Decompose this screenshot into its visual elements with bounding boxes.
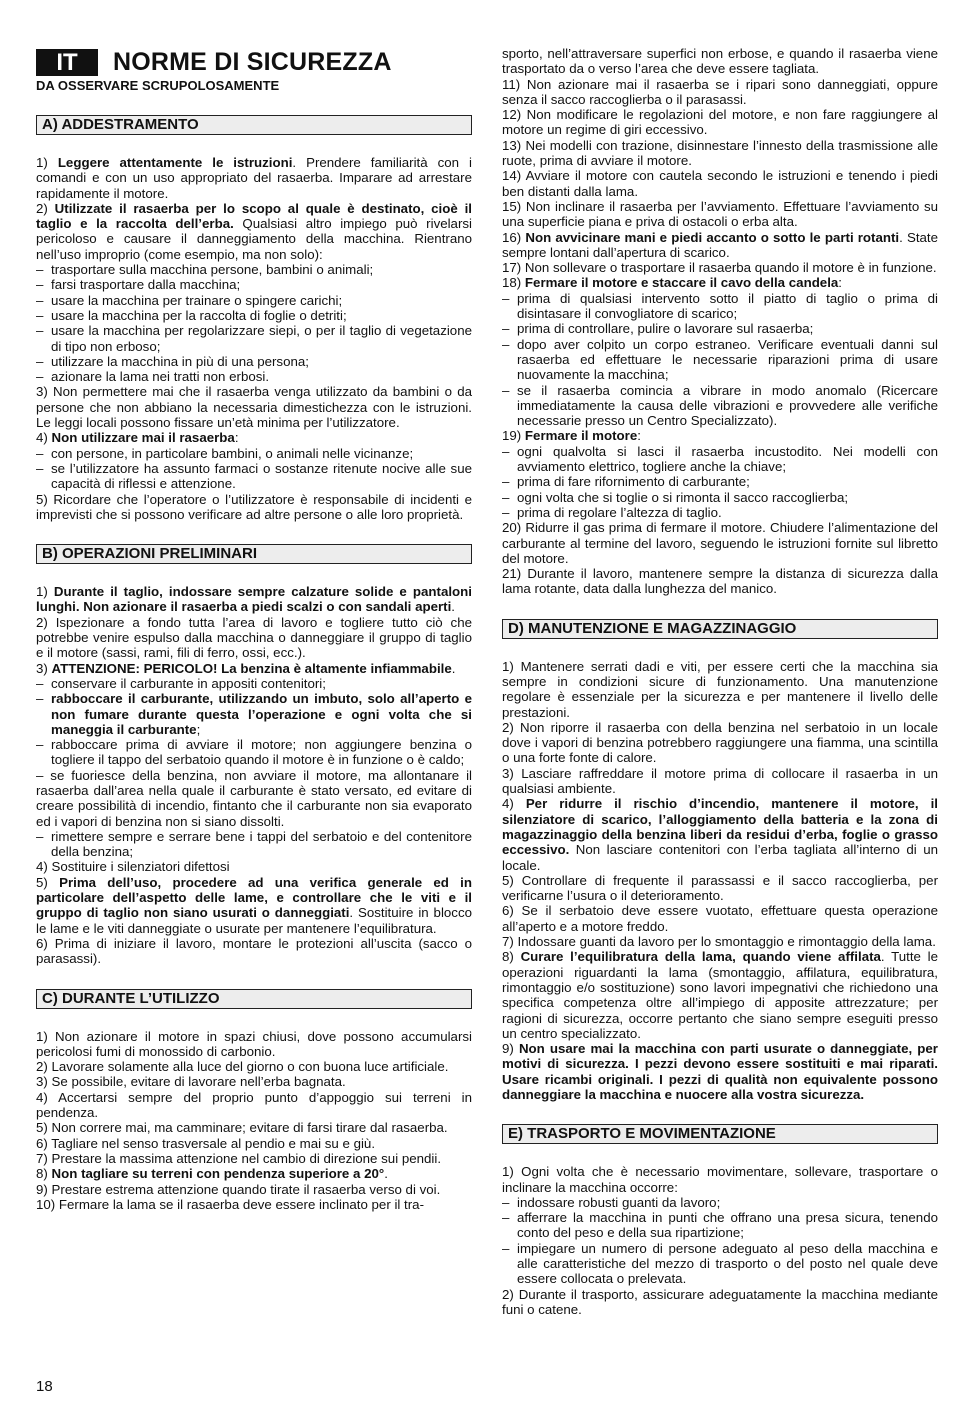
text-run: usare la macchina per la raccolta di foglie o detriti; — [51, 307, 347, 323]
header — [36, 38, 472, 80]
bullet-item — [36, 676, 472, 691]
text-run: 7) Indossare guanti da lavoro per lo smontaggio e rimontaggio della lama. — [502, 934, 936, 950]
paragraph — [502, 934, 938, 949]
text-run: dopo aver colpito un corpo estraneo. Verificare eventuali danni sul rasaerba ed effettuare le necessarie riparazioni prima di usare nuovamente la macchina; — [517, 336, 938, 383]
bold-text: Fermare il motore e staccare il cavo della candela — [524, 275, 839, 291]
text-run: impiegare un numero di persone adeguato al peso della macchina e alle caratteristiche del mezzo di trasporto o del posto nel quale deve essere collocata o prelevata. — [517, 1240, 938, 1287]
text-run: 3) Lasciare raffreddare il motore prima di collocare il rasaerba in un qualsiasi ambiente. — [502, 765, 938, 797]
text-run: 5) Non correre mai, ma camminare; evitare di farsi tirare dal rasaerba. — [36, 1120, 448, 1136]
bold-text: ATTENZIONE: PERICOLO! La benzina è altamente infiammabile — [51, 660, 452, 676]
paragraph — [36, 1182, 472, 1197]
text-run: usare la macchina per trainare o spingere carichi; — [51, 292, 343, 308]
paragraph — [502, 796, 938, 872]
text-run: 20) Ridurre il gas prima di fermare il motore. Chiudere l’alimentazione del carburante al termine del lavoro, seguendo le istruzioni fornite sul libretto del motore. — [502, 520, 938, 566]
bullet-item — [502, 291, 938, 322]
text-run: : — [838, 275, 842, 291]
section-b-body — [36, 584, 472, 966]
bullet-item — [502, 337, 938, 383]
paragraph — [36, 1151, 472, 1166]
text-run: usare la macchina per regolarizzare siepi, o per il taglio di vegetazione di tipo non erboso; — [51, 323, 472, 354]
paragraph — [502, 1287, 938, 1318]
text-run: 1) Mantenere serrati dadi e viti, per essere certi che la macchina sia sempre in condizioni sicure di funzionamento. Una manutenzione regolare è essenziale per la sicurezza e per mantenere il livello delle prestazioni. — [502, 658, 938, 720]
paragraph — [36, 1029, 472, 1060]
paragraph — [502, 46, 938, 77]
paragraph — [502, 428, 938, 443]
text-run: prima di fare rifornimento di carburante; — [517, 474, 750, 490]
bullet-item — [502, 505, 938, 520]
paragraph — [502, 168, 938, 199]
text-run: 6) Prima di iniziare il lavoro, montare le protezioni all’uscita (sacco o parasassi). — [36, 935, 472, 967]
bullet-item — [36, 323, 472, 354]
bullet-item — [502, 1195, 938, 1210]
paragraph — [502, 566, 938, 597]
bullet-item — [502, 321, 938, 336]
paragraph — [502, 949, 938, 1041]
paragraph — [502, 873, 938, 904]
paragraph — [502, 138, 938, 169]
paragraph — [502, 77, 938, 108]
bold-text: Leggere attentamente le istruzioni — [57, 155, 293, 170]
right-column — [502, 46, 938, 1317]
text-run: ogni qualvolta si lasci il rasaerba incustodito. Nei modelli con avviamento elettrico, togliere anche la chiave; — [517, 443, 938, 475]
text-run: 5) Controllare di frequente il parassassi e il sacco raccoglierba, per verificarne l’usura o il deterioramento. — [502, 872, 938, 904]
text-run: 8) — [502, 949, 521, 965]
text-run: trasportare sulla macchina persone, bambini o animali; — [51, 262, 374, 278]
text-run: 5) — [36, 874, 60, 890]
text-run: 9) Prestare estrema attenzione quando tirate il rasaerba verso di voi. — [36, 1181, 441, 1197]
text-run: . Tutte le operazioni riguardanti la lama (smontaggio, affilatura, equilibratura, rimontaggio e/o sostituzione) sono lavori impegnativi che richiedono una specifica competenza oltre all’impiego di apposite attrezzature; per ragioni di sicurezza, occorre pertanto che siano sempre eseguiti presso un centro specializzato. — [502, 949, 938, 1041]
text-run: – se fuoriesce della benzina, non avviare il motore, ma allontanare il rasaerba dall’area nella quale il carburante è stato versato, ed evitare di creare possibilità di incendio, fintanto che il carburante non sia evaporato ed i vapori di benzina non si siano dissolti. — [36, 767, 472, 829]
paragraph — [36, 492, 472, 523]
text-run: 13) Nei modelli con trazione, disinnestare l’innesto della trasmissione alle ruote, prima di avviare il motore. — [502, 137, 938, 169]
paragraph — [502, 720, 938, 766]
paragraph — [36, 768, 472, 829]
text-run: 6) Tagliare nel senso trasversale al pendio e mai su e giù. — [36, 1135, 376, 1151]
text-run: : — [234, 430, 239, 446]
text-run: 1) Ogni volta che è necessario movimentare, sollevare, trasportare o inclinare la macchina occorre: — [502, 1164, 938, 1195]
text-run: 7) Prestare la massima attenzione nel cambio di direzione sui pendii. — [36, 1150, 442, 1166]
text-run: rabboccare prima di avviare il motore; non aggiungere benzina o togliere il tappo del serbatoio quando il motore è in funzione o è caldo; — [51, 737, 472, 768]
text-run: 14) Avviare il motore con cautela secondo le istruzioni e tenendo i piedi ben distanti dalla lama. — [502, 168, 938, 199]
text-run: 21) Durante il lavoro, mantenere sempre la distanza di sicurezza dalla lama rotante, data dalla lunghezza del manico. — [502, 566, 938, 597]
bullet-item — [36, 691, 472, 737]
bullet-item — [502, 474, 938, 489]
page-subtitle: DA OSSERVARE SCRUPOLOSAMENTE — [36, 78, 280, 93]
text-run: 10) Fermare la lama se il rasaerba deve essere inclinato per il tra- — [36, 1196, 424, 1212]
paragraph — [36, 201, 472, 262]
paragraph — [502, 520, 938, 566]
text-run: 9) — [502, 1041, 519, 1057]
text-run: se il rasaerba comincia a vibrare in modo anomalo (Ricercare immediatamente la causa delle vibrazioni e provvedere alle verifiche necessarie presso un Centro Specializzato). — [517, 382, 938, 429]
text-run: prima di regolare l’altezza di taglio. — [517, 504, 722, 520]
text-run: 16) — [502, 229, 526, 245]
text-run: afferrare la macchina in punti che offrano una presa sicura, tenendo conto del peso e della sua ripartizione; — [517, 1210, 938, 1241]
paragraph — [36, 1166, 472, 1181]
text-run: 19) — [502, 428, 525, 444]
paragraph — [502, 766, 938, 797]
text-run: 1) Non azionare il motore in spazi chiusi, dove possono accumularsi pericolosi fumi di monossido di carbonio. — [36, 1028, 472, 1059]
bold-text: Curare l’equilibratura della lama, quando viene affilata — [520, 949, 881, 965]
bullet-item — [502, 490, 938, 505]
text-run: 15) Non inclinare il rasaerba per l’avviamento. Effettuare l’avviamento su una superficie piana e priva di ostacoli o erba alta. — [502, 198, 938, 230]
section-d-heading: D) MANUTENZIONE E MAGAZZINAGGIO — [502, 619, 938, 639]
bullet-item — [36, 737, 472, 768]
bullet-item — [36, 369, 472, 384]
bold-text: Non usare mai la macchina con parti usurate o danneggiate, per motivi di sicurezza. I pezzi devono essere sostituiti e mai riparati. Usare ricambi originali. I pezzi di qualità non equivalente possono danneggiare la macchina e nuocere alla vostra sicurezza. — [502, 1041, 938, 1102]
bullet-item — [502, 1241, 938, 1287]
language-badge: IT — [36, 49, 98, 76]
paragraph — [36, 1074, 472, 1089]
text-run: 2) Ispezionare a fondo tutta l’area di lavoro e togliere tutto ciò che potrebbe venire espulso dalla macchina o danneggiare il gruppo di taglio e il motore (sassi, rami, fili di ferro, ossi, ecc.). — [36, 614, 472, 661]
bullet-item — [502, 444, 938, 475]
text-run: . State sempre lontani dall’apertura di scarico. — [502, 229, 939, 260]
text-run: 17) Non sollevare o trasportare il rasaerba quando il motore è in funzione. — [502, 260, 937, 276]
bullet-item — [36, 829, 472, 860]
text-run: con persone, in particolare bambini, o animali nelle vicinanze; — [51, 445, 414, 461]
page-number: 18 — [36, 1378, 53, 1395]
bullet-item — [36, 446, 472, 461]
paragraph — [502, 659, 938, 720]
bullet-item — [36, 308, 472, 323]
page-title: NORME DI SICUREZZA — [113, 48, 392, 76]
paragraph — [36, 859, 472, 874]
text-run: rimettere sempre e serrare bene i tappi del serbatoio e del contenitore della benzina; — [51, 828, 472, 860]
paragraph — [36, 615, 472, 661]
paragraph — [36, 584, 472, 615]
text-run: 8) — [36, 1166, 52, 1182]
bold-text: Non avvicinare mani e piedi accanto o sotto le parti rotanti — [525, 229, 900, 245]
text-run: 4) Accertarsi sempre del proprio punto d’appoggio sui terreni in pendenza. — [36, 1089, 472, 1121]
bullet-item — [36, 293, 472, 308]
bullet-item — [36, 354, 472, 369]
left-column — [36, 38, 472, 1212]
bold-text: Non utilizzare mai il rasaerba — [51, 430, 235, 446]
text-run: farsi trasportare dalla macchina; — [51, 277, 241, 293]
section-c-continued — [502, 46, 938, 597]
text-run: 2) Durante il trasporto, assicurare adeguatamente la macchina mediante funi o catene. — [502, 1286, 938, 1317]
text-run: 1) — [36, 584, 54, 600]
text-run: 3) Se possibile, evitare di lavorare nell’erba bagnata. — [36, 1074, 346, 1090]
text-run: 4) Sostituire i silenziatori difettosi — [36, 859, 230, 875]
bullet-item — [502, 383, 938, 429]
text-run: 2) Lavorare solamente alla luce del giorno o con buona luce artificiale. — [36, 1059, 449, 1075]
text-run: prima di controllare, pulire o lavorare sul rasaerba; — [517, 321, 814, 337]
bullet-item — [36, 277, 472, 292]
bold-text: Non tagliare su terreni con pendenza superiore a 20° — [51, 1166, 385, 1182]
paragraph — [36, 1197, 472, 1212]
text-run: Qualsiasi altro impiego può rivelarsi pericoloso e causare il danneggiamento della macchina. Rientrano nell’uso improprio (come esempio, ma non solo): — [36, 216, 472, 262]
text-run: Non lasciare contenitori con l’erba tagliata all’interno di un locale. — [502, 842, 938, 873]
section-e-body — [502, 1164, 938, 1317]
paragraph — [36, 1090, 472, 1121]
paragraph — [36, 875, 472, 936]
paragraph — [36, 155, 472, 201]
text-run: utilizzare la macchina in più di una persona; — [51, 353, 309, 369]
text-run: . — [384, 1166, 388, 1182]
paragraph — [502, 199, 938, 230]
text-run: 2) Non riporre il rasaerba con della benzina nel serbatoio in un locale dove i vapori di benzina potrebbero raggiungere una fiamma, una scintilla o una forte fonte di calore. — [502, 719, 938, 766]
bullet-item — [36, 461, 472, 492]
text-run: ogni volta che si toglie o si rimonta il sacco raccoglierba; — [517, 489, 849, 505]
text-run: 6) Se il serbatoio deve essere vuotato, effettuare questa operazione all’aperto e a motore freddo. — [502, 903, 938, 934]
text-run: indossare robusti guanti da lavoro; — [517, 1194, 721, 1210]
section-b-heading: B) OPERAZIONI PRELIMINARI — [36, 544, 472, 564]
text-run: se l’utilizzatore ha assunto farmaci o sostanze ritenute nocive alle sue capacità di riflessi e attenzione. — [51, 460, 472, 492]
text-run: : — [637, 428, 641, 444]
paragraph — [502, 230, 938, 261]
section-a-heading: A) ADDESTRAMENTO — [36, 115, 472, 135]
text-run: prima di qualsiasi intervento sotto il piatto di taglio o prima di disintasare il convogliatore di scarico; — [517, 290, 938, 322]
paragraph — [502, 1041, 938, 1102]
paragraph — [36, 1120, 472, 1135]
text-run: 4) — [36, 430, 52, 446]
paragraph — [36, 430, 472, 445]
text-run: . — [451, 660, 456, 676]
section-d-body — [502, 659, 938, 1103]
text-run: . Prendere familiarità con i comandi e con un uso appropriato del rasaerba. Imparare ad arrestare rapidamente il motore. — [36, 155, 472, 201]
bold-text: Durante il taglio, indossare sempre calzature solide e pantaloni lunghi. Non azionare il rasaerba a piedi scalzi o con sandali aperti — [36, 584, 472, 615]
paragraph — [36, 661, 472, 676]
text-run: 11) Non azionare mai il rasaerba se i ripari sono danneggiati, oppure senza il sacco raccoglierba o il parasassi. — [502, 76, 938, 107]
text-run: conservare il carburante in appositi contenitori; — [51, 675, 326, 691]
paragraph — [36, 384, 472, 430]
text-run: 4) — [502, 796, 526, 812]
bold-text: Fermare il motore — [524, 428, 638, 444]
text-run: 5) Ricordare che l’operatore o l’utilizzatore è responsabile di incidenti e imprevisti che si possono verificare ad altre persone o alle loro proprietà. — [36, 491, 472, 522]
text-run: ; — [196, 721, 201, 737]
bold-text: Utilizzate il rasaerba per lo scopo al quale è destinato, cioè il taglio e la raccolta dell’erba. — [36, 200, 472, 232]
bold-text: rabboccare il carburante, utilizzando un imbuto, solo all’aperto e non fumare durante questa l’operazione e ogni volta che si maneggia il carburante — [51, 691, 472, 737]
text-run: 2) — [36, 200, 55, 216]
text-run: 3) — [36, 660, 52, 676]
text-run: 3) Non permettere mai che il rasaerba venga utilizzato da bambini o da persone che non abbiano la necessaria dimestichezza con le istruzioni. Le leggi locali possono fissare un’età minima per l’utilizzatore. — [36, 384, 472, 431]
text-run: . Sostituire in blocco le lame e le viti danneggiate o usurate per mantenere l’equilibratura. — [36, 905, 472, 936]
paragraph — [502, 275, 938, 290]
section-c-heading: C) DURANTE L’UTILIZZO — [36, 989, 472, 1009]
section-c-body — [36, 1029, 472, 1213]
paragraph — [502, 107, 938, 138]
bold-text: Per ridurre il rischio d’incendio, mantenere il motore, il silenziatore di scarico, l’alloggiamento della batteria e la zona di magazzinaggio della benzina liberi da residui d’erba, foglie o grasso eccessivo. — [502, 796, 938, 858]
text-run: azionare la lama nei tratti non erbosi. — [51, 369, 270, 385]
paragraph — [36, 936, 472, 967]
bullet-item — [502, 1210, 938, 1241]
paragraph — [36, 1059, 472, 1074]
section-a-body — [36, 155, 472, 522]
text-run: 18) — [502, 275, 525, 291]
bullet-item — [36, 262, 472, 277]
text-run: 12) Non modificare le regolazioni del motore, e non fare raggiungere al motore un regime di giri eccessivo. — [502, 107, 938, 138]
paragraph — [36, 1136, 472, 1151]
text-run: . — [451, 599, 455, 615]
paragraph — [502, 903, 938, 934]
bold-text: Prima dell’uso, procedere ad una verifica generale ed in particolare dell’aspetto delle lame, e controllare che le viti e il gruppo di taglio non siano usurati o danneggiati — [36, 874, 472, 921]
paragraph — [502, 1164, 938, 1195]
section-e-heading: E) TRASPORTO E MOVIMENTAZIONE — [502, 1124, 938, 1144]
paragraph — [502, 260, 938, 275]
text-run: 1) — [36, 155, 58, 170]
text-run: sporto, nell’attraversare superfici non erbose, e quando il rasaerba viene trasportato da o verso l’area che deve essere tagliata. — [502, 46, 938, 77]
